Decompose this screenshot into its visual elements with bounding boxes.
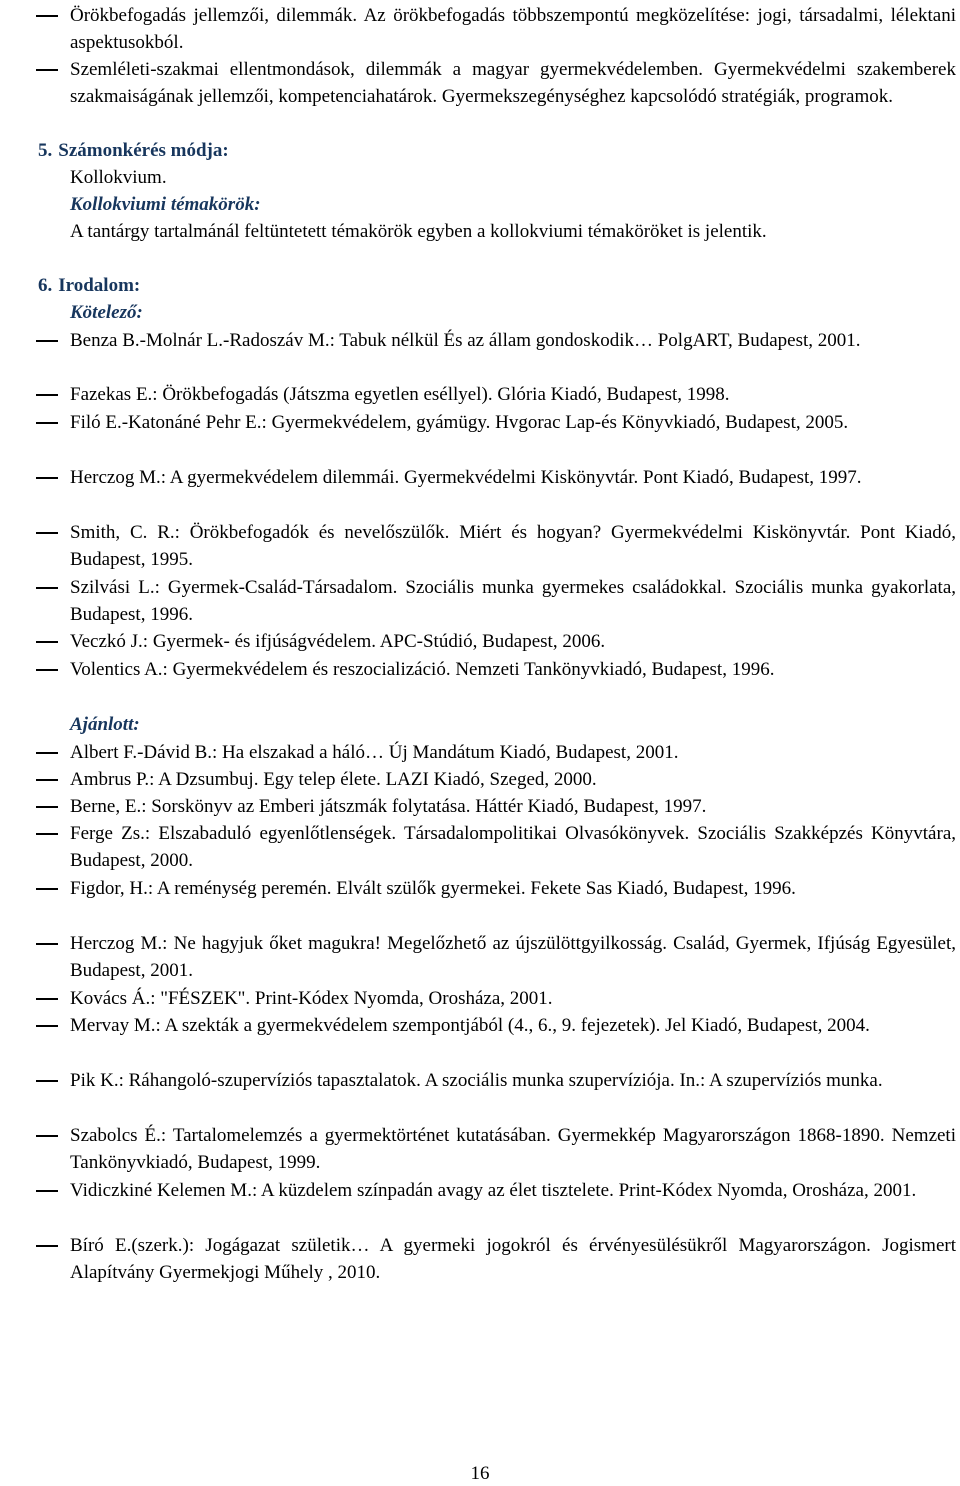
list-item: Volentics A.: Gyermekvédelem és reszocializáció. Nemzeti Tankönyvkiadó, Budapest, 1996. <box>36 656 956 683</box>
dash-bullet-icon <box>36 888 58 890</box>
list-item: Filó E.-Katonáné Pehr E.: Gyermekvédelem, gyámügy. Hvgorac Lap-és Könyvkiadó, Budapest, 2005. <box>36 409 956 436</box>
list-item: Szabolcs É.: Tartalomelemzés a gyermektörténet kutatásában. Gyermekkép Magyarországon 1868-1890. Nemzeti Tankönyvkiadó, Budapest, 1999. <box>36 1122 956 1176</box>
assessment-type: Kollokvium. <box>70 167 167 188</box>
list-item: Benza B.-Molnár L.-Radoszáv M.: Tabuk nélkül És az állam gondoskodik… PolgART, Budapest, 2001. <box>36 327 956 354</box>
list-item: Vidiczkiné Kelemen M.: A küzdelem színpadán avagy az élet tisztelete. Print-Kódex Nyomda, Orosháza, 2001. <box>36 1177 956 1204</box>
list-item: Ferge Zs.: Elszabaduló egyenlőtlenségek. Társadalompolitikai Olvasókönyvek. Szociális Szakképzés Könyvtára, Budapest, 2000. <box>36 820 956 874</box>
dash-bullet-icon <box>36 69 58 71</box>
dash-bullet-icon <box>36 833 58 835</box>
list-item: Veczkó J.: Gyermek- és ifjúságvédelem. APC-Stúdió, Budapest, 2006. <box>36 628 956 655</box>
dash-bullet-icon <box>36 477 58 479</box>
list-item: Herczog M.: A gyermekvédelem dilemmái. Gyermekvédelmi Kiskönyvtár. Pont Kiadó, Budapest, 1997. <box>36 464 956 491</box>
dash-bullet-icon <box>36 1080 58 1082</box>
paragraph: A tantárgy tartalmánál feltüntetett témakörök egyben a kollokviumi témaköröket is jelentik. <box>70 221 767 242</box>
dash-bullet-icon <box>36 943 58 945</box>
dash-bullet-icon <box>36 1025 58 1027</box>
dash-bullet-icon <box>36 422 58 424</box>
list-item: Örökbefogadás jellemzői, dilemmák. Az örökbefogadás többszempontú megközelítése: jogi, társadalmi, lélektani aspektusokból. <box>36 2 956 56</box>
list-item: Szilvási L.: Gyermek-Család-Társadalom. Szociális munka gyermekes családokkal. Szociális munka gyakorlata, Budapest, 1996. <box>36 574 956 628</box>
dash-bullet-icon <box>36 1245 58 1247</box>
dash-bullet-icon <box>36 1190 58 1192</box>
dash-bullet-icon <box>36 1135 58 1137</box>
list-item: Szemléleti-szakmai ellentmondások, dilemmák a magyar gyermekvédelemben. Gyermekvédelmi szakemberek szakmaiságának jellemzői, kompetenciahatárok. Gyermekszegénységhez kapcsolódó stratégiák, programok. <box>36 56 956 110</box>
dash-bullet-icon <box>36 806 58 808</box>
dash-bullet-icon <box>36 340 58 342</box>
list-item: Fazekas E.: Örökbefogadás (Játszma egyetlen eséllyel). Glória Kiadó, Budapest, 1998. <box>36 381 956 408</box>
list-item: Ambrus P.: A Dzsumbuj. Egy telep élete. LAZI Kiadó, Szeged, 2000. <box>36 766 956 793</box>
list-item: Figdor, H.: A reménység peremén. Elvált szülők gyermekei. Fekete Sas Kiadó, Budapest, 1996. <box>36 875 956 902</box>
section-heading: 5. Számonkérés módja: <box>38 140 229 161</box>
list-item: Kovács Á.: "FÉSZEK". Print-Kódex Nyomda, Orosháza, 2001. <box>36 985 956 1012</box>
list-item: Berne, E.: Sorskönyv az Emberi játszmák folytatása. Háttér Kiadó, Budapest, 1997. <box>36 793 956 820</box>
dash-bullet-icon <box>36 779 58 781</box>
dash-bullet-icon <box>36 532 58 534</box>
dash-bullet-icon <box>36 15 58 17</box>
list-item: Mervay M.: A szekták a gyermekvédelem szempontjából (4., 6., 9. fejezetek). Jel Kiadó, Budapest, 2004. <box>36 1012 956 1039</box>
page-number: 16 <box>470 1463 490 1484</box>
list-item: Herczog M.: Ne hagyjuk őket magukra! Megelőzhető az újszülöttgyilkosság. Család, Gyermek, Ifjúság Egyesület, Budapest, 2001. <box>36 930 956 984</box>
dash-bullet-icon <box>36 669 58 671</box>
subheading-recommended: Ajánlott: <box>70 714 140 735</box>
list-item: Smith, C. R.: Örökbefogadók és nevelőszülők. Miért és hogyan? Gyermekvédelmi Kiskönyvtár. Pont Kiadó, Budapest, 1995. <box>36 519 956 573</box>
subheading-required: Kötelező: <box>70 302 143 323</box>
dash-bullet-icon <box>36 752 58 754</box>
list-item: Pik K.: Ráhangoló-szupervíziós tapasztalatok. A szociális munka szupervíziója. In.: A szupervíziós munka. <box>36 1067 956 1094</box>
dash-bullet-icon <box>36 641 58 643</box>
dash-bullet-icon <box>36 394 58 396</box>
list-item: Albert F.-Dávid B.: Ha elszakad a háló… Új Mandátum Kiadó, Budapest, 2001. <box>36 739 956 766</box>
list-item: Bíró E.(szerk.): Jogágazat születik… A gyermeki jogokról és érvényesülésükről Magyarországon. Jogismert Alapítvány Gyermekjogi Műhely , 2010. <box>36 1232 956 1286</box>
subheading: Kollokviumi témakörök: <box>70 194 261 215</box>
dash-bullet-icon <box>36 998 58 1000</box>
section-heading: 6. Irodalom: <box>38 275 141 296</box>
dash-bullet-icon <box>36 587 58 589</box>
